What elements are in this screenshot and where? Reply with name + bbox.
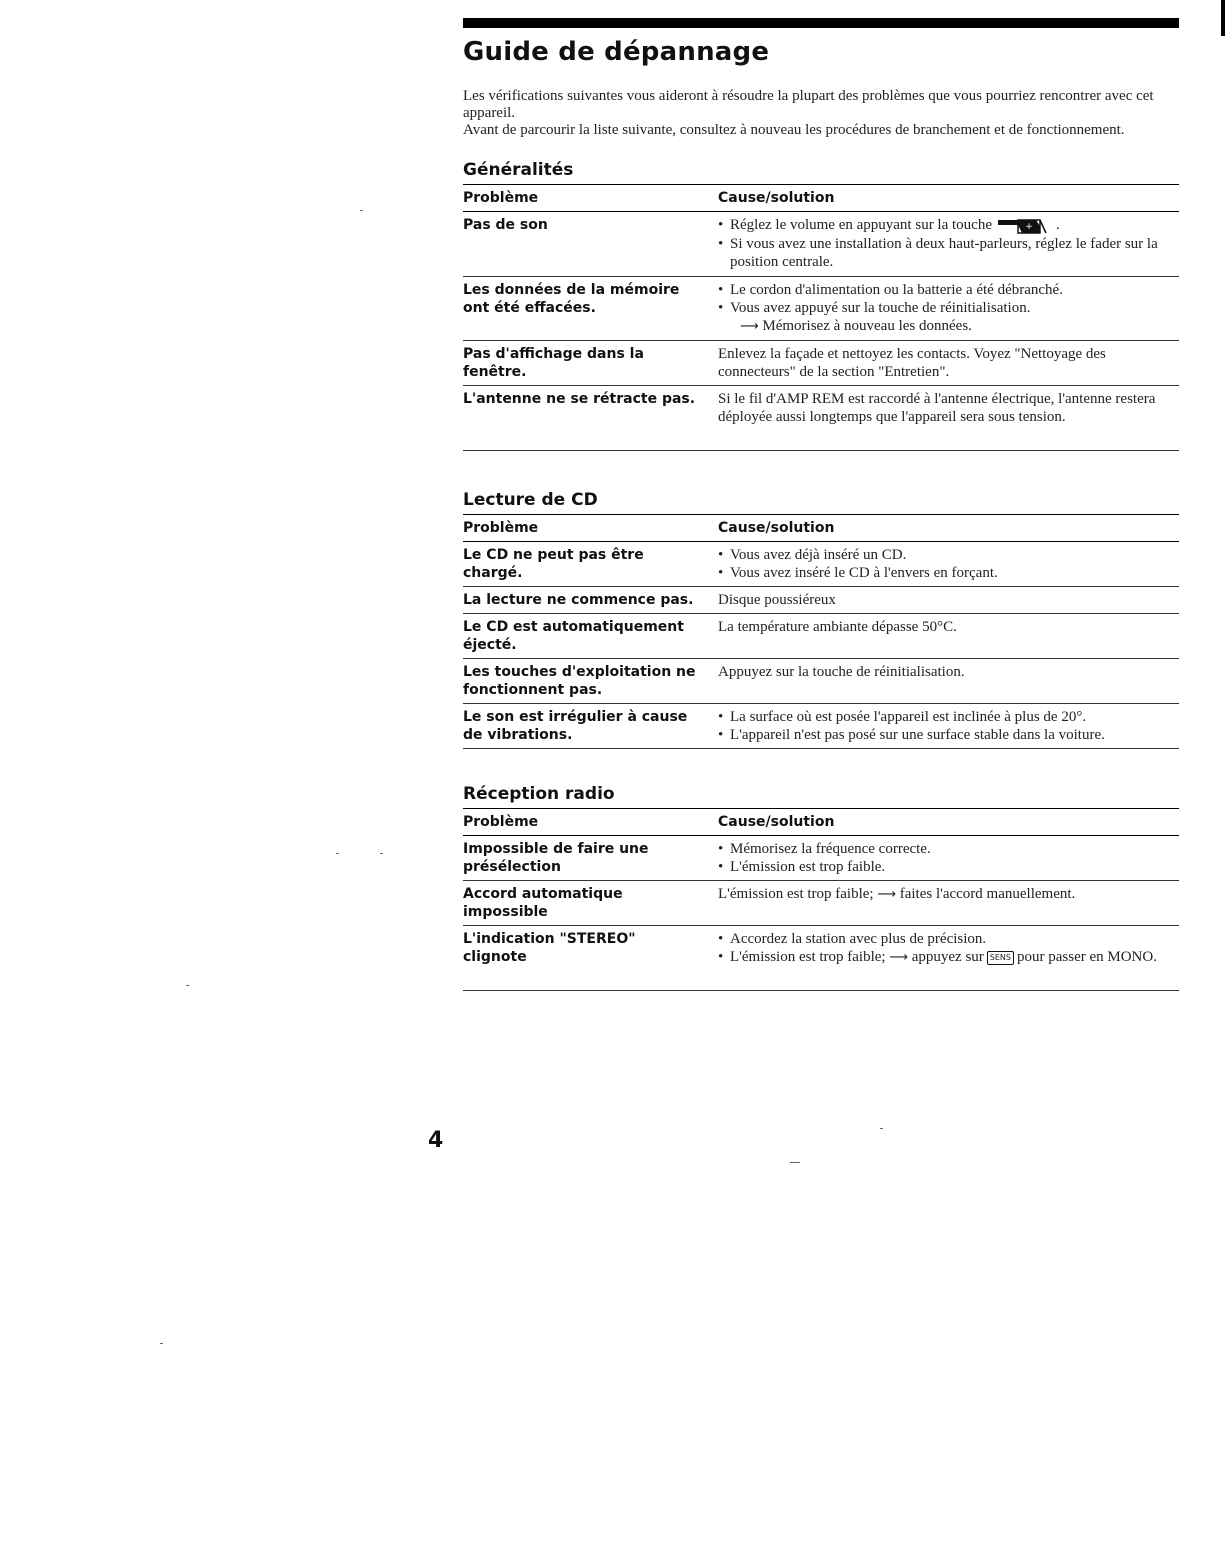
table-general [463,185,1179,451]
scan-speck [336,853,339,854]
solution-bullet [718,216,1179,235]
intro [463,88,1179,139]
section-radio [463,783,1179,991]
solution-bullet: • Vous avez déjà inséré un CD. [718,546,1179,564]
solution-bullet: • Le cordon d'alimentation ou la batterie a été débranché. [718,281,1179,299]
header-problem: Problème [463,515,718,542]
solution-bullet: • L'appareil n'est pas posé sur une surface stable dans la voiture. [718,726,1179,744]
problem-cell: Le CD est automatiquement éjecté. [463,614,718,659]
scan-speck [790,1162,800,1163]
solution-text: L'émission est trop faible; [730,949,886,965]
solution-bullet: • Si vous avez une installation à deux haut-parleurs, réglez le fader sur la position centrale. [718,235,1179,271]
table-row [463,587,1179,614]
solution-text-end: faites l'accord manuellement. [899,886,1076,902]
solution-cell [718,836,1179,881]
problem-cell: Les touches d'exploitation ne fonctionnent pas. [463,659,718,704]
scan-speck [186,985,189,986]
solution-cell: Appuyez sur la touche de réinitialisation. [718,659,1179,704]
scan-speck [360,210,363,211]
sens-button-icon: SENS [987,951,1014,965]
table-row [463,926,1179,991]
section-cd [463,489,1179,749]
scan-speck [160,1343,163,1344]
solution-text-mid: appuyez sur [911,949,984,965]
solution-text: Réglez le volume en appuyant sur la touche [730,217,992,233]
edge-mark [1221,0,1225,36]
table-header-row [463,809,1179,836]
problem-cell: Le son est irrégulier à cause de vibrations. [463,704,718,749]
arrow-right-icon: ⟶ [877,887,896,902]
solution-cell [718,704,1179,749]
table-row [463,341,1179,386]
solution-cell [718,926,1179,991]
problem-cell: Pas de son [463,212,718,277]
intro-paragraph-2: Avant de parcourir la liste suivante, consultez à nouveau les procédures de branchement et de fonctionnement. [463,122,1125,138]
solution-sub-text: Mémorisez à nouveau les données. [762,318,972,334]
solution-cell: Enlevez la façade et nettoyez les contacts. Voyez "Nettoyage des connecteurs" de la section "Entretien". [718,341,1179,386]
solution-cell [718,881,1179,926]
table-row [463,704,1179,749]
problem-cell: L'indication "STEREO" clignote [463,926,718,991]
header-solution: Cause/solution [718,809,1179,836]
svg-text:+: + [1025,221,1033,232]
problem-cell: Accord automatique impossible [463,881,718,926]
header-problem: Problème [463,809,718,836]
table-row [463,881,1179,926]
header-solution: Cause/solution [718,515,1179,542]
arrow-right-icon: ⟶ [889,950,908,965]
solution-bullet: • Mémorisez la fréquence correcte. [718,840,1179,858]
table-cd [463,515,1179,749]
table-row [463,659,1179,704]
scan-speck [880,1128,883,1129]
table-row [463,542,1179,587]
solution-cell: Disque poussiéreux [718,587,1179,614]
problem-cell: Les données de la mémoire ont été effacées. [463,277,718,341]
solution-sub [718,317,1179,336]
problem-cell: Le CD ne peut pas être chargé. [463,542,718,587]
table-row [463,836,1179,881]
table-header-row [463,515,1179,542]
table-radio [463,809,1179,991]
problem-cell: Impossible de faire une présélection [463,836,718,881]
solution-cell [718,542,1179,587]
solution-text: L'émission est trop faible; [718,886,874,902]
scan-speck [380,853,383,854]
arrow-right-icon: ⟶ [740,319,759,334]
header-problem: Problème [463,185,718,212]
section-title-cd: Lecture de CD [463,489,1179,515]
problem-cell: L'antenne ne se rétracte pas. [463,386,718,451]
page-title: Guide de dépannage [463,37,770,67]
table-header-row [463,185,1179,212]
solution-cell [718,212,1179,277]
header-solution: Cause/solution [718,185,1179,212]
solution-text-end: pour passer en MONO. [1017,949,1157,965]
document-page [463,18,1179,1025]
solution-text-end: . [1056,217,1060,233]
problem-cell: La lecture ne commence pas. [463,587,718,614]
table-row [463,212,1179,277]
table-row [463,614,1179,659]
solution-bullet [718,948,1179,967]
solution-cell [718,277,1179,341]
solution-cell: La température ambiante dépasse 50°C. [718,614,1179,659]
section-title-general: Généralités [463,159,1179,185]
solution-bullet: • Vous avez appuyé sur la touche de réinitialisation. [718,299,1179,317]
header-rule [463,18,1179,28]
section-general [463,159,1179,451]
solution-cell: Si le fil d'AMP REM est raccordé à l'antenne électrique, l'antenne restera déployée aussi longtemps que l'appareil sera sous tension. [718,386,1179,451]
table-row [463,386,1179,451]
intro-paragraph-1: Les vérifications suivantes vous aideront à résoudre la plupart des problèmes que vous pourriez rencontrer avec cet appareil. [463,88,1154,121]
solution-bullet: • L'émission est trop faible. [718,858,1179,876]
problem-cell: Pas d'affichage dans la fenêtre. [463,341,718,386]
volume-button-icon [996,217,1056,235]
section-title-radio: Réception radio [463,783,1179,809]
table-row [463,277,1179,341]
solution-bullet: • Vous avez inséré le CD à l'envers en forçant. [718,564,1179,582]
solution-bullet: • La surface où est posée l'appareil est inclinée à plus de 20°. [718,708,1179,726]
page-number: 4 [428,1128,444,1153]
solution-bullet: • Accordez la station avec plus de précision. [718,930,1179,948]
